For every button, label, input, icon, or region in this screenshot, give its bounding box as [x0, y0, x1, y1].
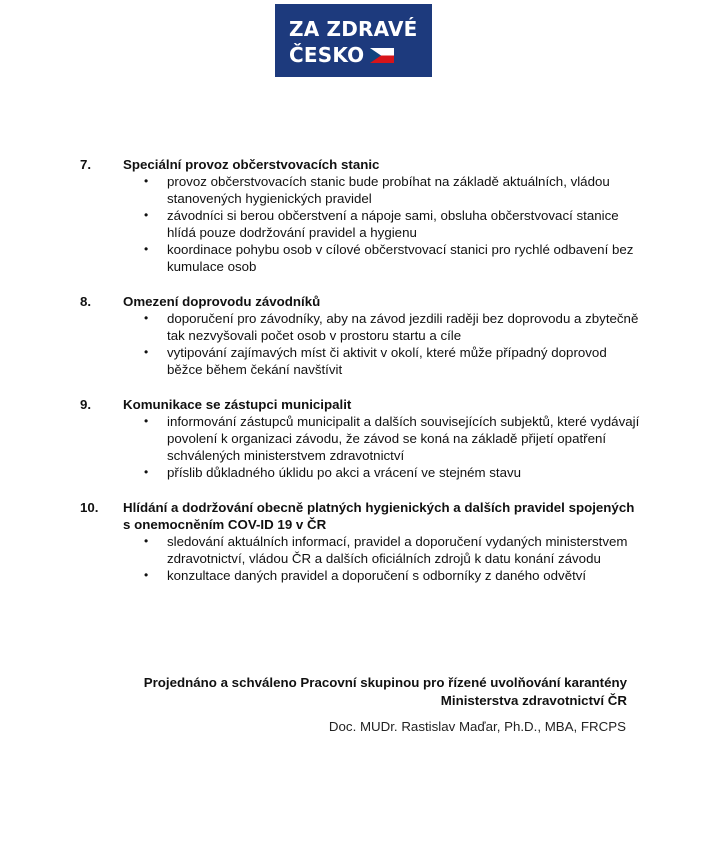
section-number: 8.: [80, 294, 92, 309]
list-item: [144, 344, 640, 378]
approval-statement: [144, 674, 627, 710]
section-title: Komunikace se zástupci municipalit: [123, 397, 352, 412]
list-item-text: závodníci si berou občerstvení a nápoje sami, obsluha občerstvovací stanice hlídá pouze dodržování pravidel a hygienu: [167, 208, 619, 240]
section-heading: [80, 499, 640, 533]
list-item-text: vytipování zajímavých míst či aktivit v okolí, které může případný doprovod běžce během čekání navštívit: [167, 345, 607, 377]
section-heading: [80, 396, 640, 413]
section-number: 10.: [80, 500, 99, 515]
za-zdrave-cesko-logo: [275, 4, 432, 77]
list-item-text: příslib důkladného úklidu po akci a vrácení ve stejném stavu: [167, 465, 522, 480]
bullet-icon: •: [144, 311, 149, 325]
bullet-list: [80, 173, 640, 275]
section-heading: [80, 156, 640, 173]
bullet-icon: •: [144, 174, 149, 188]
bullet-icon: •: [144, 345, 149, 359]
bullet-icon: •: [144, 534, 149, 548]
list-item: [144, 533, 640, 567]
section-number: 7.: [80, 157, 92, 172]
approval-line-2: Ministerstva zdravotnictví ČR: [440, 693, 627, 708]
list-item-text: doporučení pro závodníky, aby na závod jezdili raději bez doprovodu a zbytečně tak nezvyšovali počet osob v prostoru startu a cíle: [167, 311, 639, 343]
section-8: [80, 293, 640, 378]
list-item-text: koordinace pohybu osob v cílové občerstvovací stanici pro rychlé odbavení bez kumulace osob: [167, 242, 634, 274]
bullet-list: [80, 310, 640, 378]
list-item: [144, 567, 640, 584]
section-title: Speciální provoz občerstvovacích stanic: [123, 157, 380, 172]
bullet-icon: •: [144, 208, 149, 222]
bullet-list: [80, 533, 640, 584]
signature: Doc. MUDr. Rastislav Maďar, Ph.D., MBA, FRCPS: [328, 719, 626, 734]
list-item-text: sledování aktuálních informací, pravidel a doporučení vydaných ministerstvem zdravotnictví, vládou ČR a dalších oficiálních zdrojů k datu konání závodu: [167, 534, 628, 566]
list-item: [144, 310, 640, 344]
list-item-text: provoz občerstvovacích stanic bude probíhat na základě aktuálních, vládou stanovených hygienických pravidel: [167, 174, 610, 206]
list-item-text: konzultace daných pravidel a doporučení s odborníky z daného odvětví: [167, 568, 587, 583]
list-item: [144, 241, 640, 275]
section-7: [80, 156, 640, 275]
list-item: [144, 173, 640, 207]
section-number: 9.: [80, 397, 92, 412]
bullet-icon: •: [144, 414, 149, 428]
logo-line-1: ZA ZDRAVÉ: [289, 17, 418, 41]
bullet-icon: •: [144, 465, 149, 479]
czech-flag-icon: [370, 48, 394, 63]
section-title: Omezení doprovodu závodníků: [123, 294, 321, 309]
bullet-icon: •: [144, 568, 149, 582]
bullet-list: [80, 413, 640, 481]
section-heading: [80, 293, 640, 310]
list-item: [144, 413, 640, 464]
logo-line-2: ČESKO: [289, 43, 365, 67]
bullet-icon: •: [144, 242, 149, 256]
section-title: Hlídání a dodržování obecně platných hygienických a dalších pravidel spojených s onemocněním COV-ID 19 v ČR: [123, 500, 635, 532]
list-item: [144, 464, 640, 481]
section-10: [80, 499, 640, 584]
logo-line-2-row: [289, 42, 432, 68]
section-9: [80, 396, 640, 481]
document-body: [80, 156, 640, 602]
approval-line-1: Projednáno a schváleno Pracovní skupinou pro řízené uvolňování karantény: [143, 675, 627, 690]
list-item: [144, 207, 640, 241]
list-item-text: informování zástupců municipalit a dalších souvisejících subjektů, které vydávají povolení k organizaci závodu, že závod se koná na základě přijetí opatření schválených ministerstvem zdravotnictví: [167, 414, 640, 463]
